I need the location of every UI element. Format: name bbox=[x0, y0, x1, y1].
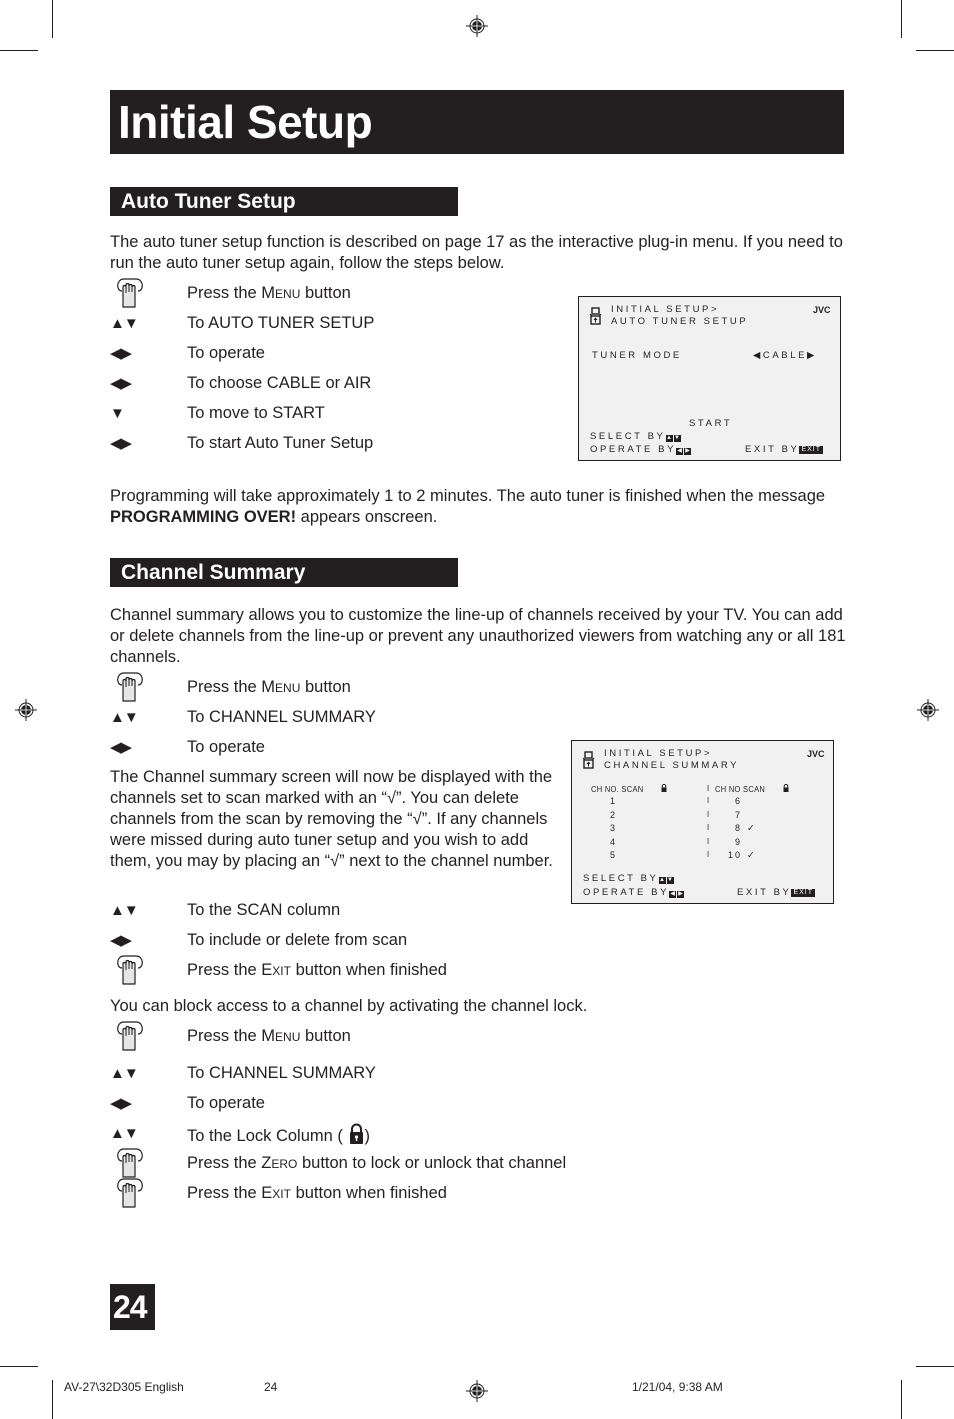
scan-check-icon[interactable]: ✓ bbox=[747, 849, 755, 861]
osd-channel-number[interactable]: 2 bbox=[610, 809, 616, 821]
footer-page: 24 bbox=[264, 1380, 278, 1394]
crop-mark bbox=[901, 1380, 902, 1419]
section-heading-text: Channel Summary bbox=[121, 561, 306, 584]
up-down-arrows-icon: ▲▼ bbox=[110, 902, 138, 919]
crop-mark bbox=[52, 0, 53, 38]
button-name: Zero bbox=[261, 1154, 298, 1172]
osd-breadcrumb: INITIAL SETUP> bbox=[611, 304, 720, 315]
osd-start-option[interactable]: START bbox=[689, 418, 733, 429]
osd-channel-number[interactable]: 3 bbox=[610, 822, 616, 834]
down-key-icon: ▼ bbox=[667, 877, 673, 883]
instruction-text: Press the Exit button when finished bbox=[187, 961, 447, 979]
crop-mark bbox=[901, 0, 902, 38]
button-name: Exit bbox=[261, 1184, 291, 1202]
instruction-text: To choose CABLE or AIR bbox=[187, 374, 372, 392]
osd-brand-logo: JVC bbox=[813, 305, 831, 315]
osd-column-divider: I bbox=[707, 836, 710, 847]
auto-tuner-intro: The auto tuner setup function is described on page 17 as the interactive plug-in menu. If you need to run the auto tuner setup again, follow the steps below. bbox=[110, 233, 843, 272]
channel-summary-intro: Channel summary allows you to customize the line-up of channels received by your TV. You can add or delete channels from the line-up or prevent any unauthorized viewers from watching any or all 181 channels. bbox=[110, 606, 846, 666]
osd-exit-label: EXIT BY bbox=[745, 444, 800, 455]
scan-check-icon[interactable]: ✓ bbox=[747, 822, 755, 834]
osd-select-label: SELECT BY bbox=[590, 431, 666, 442]
instruction-text: To CHANNEL SUMMARY bbox=[187, 708, 376, 726]
left-right-arrows-icon: ◀▶ bbox=[110, 345, 132, 362]
instruction-step bbox=[110, 677, 710, 701]
osd-channel-number[interactable]: 10 bbox=[728, 849, 743, 861]
osd-screen-title: AUTO TUNER SETUP bbox=[611, 316, 749, 327]
left-right-arrows-icon: ◀▶ bbox=[110, 375, 132, 392]
osd-channel-number[interactable]: 8 bbox=[735, 822, 741, 834]
instruction-step bbox=[110, 1093, 710, 1117]
exit-key-icon: EXIT bbox=[793, 889, 814, 896]
registration-mark-icon bbox=[917, 699, 939, 721]
lock-icon bbox=[348, 1123, 365, 1145]
instruction-step bbox=[110, 1123, 710, 1147]
osd-column-divider: I bbox=[707, 783, 710, 794]
osd-brand-logo: JVC bbox=[807, 749, 825, 759]
scan-description: The Channel summary screen will now be displayed with the channels set to scan marked with an “√”. You can delete channels from the scan by removing the “√”. If any channels were missed during auto tuner setup and you wish to add them, you may by placing an “√” next to the channel number. bbox=[110, 768, 553, 870]
page-title: Initial Setup bbox=[118, 96, 373, 148]
crop-mark bbox=[52, 1380, 53, 1419]
osd-breadcrumb: INITIAL SETUP> bbox=[604, 748, 713, 759]
page-title-bar bbox=[110, 90, 844, 154]
footer-timestamp: 1/21/04, 9:38 AM bbox=[632, 1380, 723, 1394]
left-key-icon: ◀ bbox=[670, 891, 675, 897]
up-down-arrows-icon: ▲▼ bbox=[110, 709, 138, 726]
instruction-step bbox=[110, 1026, 710, 1050]
instruction-text: To move to START bbox=[187, 404, 325, 422]
crop-mark bbox=[0, 50, 38, 51]
osd-channel-number[interactable]: 1 bbox=[610, 795, 616, 807]
instruction-text: To operate bbox=[187, 344, 265, 362]
osd-channel-number[interactable]: 6 bbox=[735, 795, 741, 807]
registration-mark-icon bbox=[15, 699, 37, 721]
button-name: Menu bbox=[261, 678, 301, 696]
footer-file-name: AV-27\32D305 English bbox=[64, 1380, 184, 1394]
left-right-arrows-icon: ◀▶ bbox=[110, 739, 132, 756]
osd-channel-number[interactable]: 5 bbox=[610, 849, 616, 861]
up-down-arrows-icon: ▲▼ bbox=[110, 1125, 138, 1142]
instruction-text: To operate bbox=[187, 738, 265, 756]
page-number-badge bbox=[110, 1284, 155, 1330]
osd-screen-title: CHANNEL SUMMARY bbox=[604, 760, 740, 771]
auto-tuner-outro: Programming will take approximately 1 to 2 minutes. The auto tuner is finished when the message PROGRAMMING OVER! appears onscreen. bbox=[110, 487, 826, 526]
hand-press-icon bbox=[112, 1020, 172, 1050]
osd-tuner-mode-value[interactable]: ◀CABLE▶ bbox=[753, 350, 817, 361]
left-right-arrows-icon: ◀▶ bbox=[110, 932, 132, 949]
right-key-icon: ▶ bbox=[678, 891, 683, 897]
setup-lock-icon bbox=[589, 306, 603, 326]
up-key-icon: ▲ bbox=[666, 435, 672, 441]
instruction-text: To operate bbox=[187, 1094, 265, 1112]
osd-operate-label: OPERATE BY bbox=[590, 444, 677, 455]
osd-channel-number[interactable]: 4 bbox=[610, 836, 616, 848]
section-heading-auto-tuner bbox=[110, 187, 458, 216]
up-key-icon: ▲ bbox=[659, 877, 665, 883]
right-key-icon: ▶ bbox=[685, 448, 690, 454]
instruction-text: To start Auto Tuner Setup bbox=[187, 434, 374, 452]
instruction-text: Press the Exit button when finished bbox=[187, 1184, 447, 1202]
hand-press-icon bbox=[112, 1147, 172, 1177]
setup-lock-icon bbox=[582, 750, 596, 770]
instruction-step bbox=[110, 1153, 710, 1177]
crop-mark bbox=[0, 1366, 38, 1367]
registration-mark-icon bbox=[466, 1380, 488, 1402]
osd-column-divider: I bbox=[707, 822, 710, 833]
osd-channel-number[interactable]: 9 bbox=[735, 836, 741, 848]
instruction-step bbox=[110, 1063, 710, 1087]
osd-column-divider: I bbox=[707, 849, 710, 860]
left-right-arrows-icon: ◀▶ bbox=[110, 1095, 132, 1112]
lock-column-icon bbox=[661, 784, 667, 792]
crop-mark bbox=[916, 50, 954, 51]
left-right-arrows-icon: ◀▶ bbox=[110, 435, 132, 452]
exit-key-icon: EXIT bbox=[801, 446, 822, 453]
osd-auto-tuner-screen bbox=[578, 296, 841, 461]
registration-mark-icon bbox=[466, 15, 488, 37]
down-arrow-icon: ▼ bbox=[110, 405, 124, 422]
section-heading-channel-summary bbox=[110, 558, 458, 587]
instruction-step bbox=[110, 930, 710, 954]
programming-over-message: PROGRAMMING OVER! bbox=[110, 508, 297, 526]
down-key-icon: ▼ bbox=[674, 435, 680, 441]
hand-press-icon bbox=[112, 671, 172, 701]
up-down-arrows-icon: ▲▼ bbox=[110, 315, 138, 332]
instruction-text: To AUTO TUNER SETUP bbox=[187, 314, 375, 332]
left-key-icon: ◀ bbox=[677, 448, 682, 454]
hand-press-icon bbox=[112, 277, 172, 307]
lock-column-icon bbox=[783, 784, 789, 792]
instruction-text: Press the Menu button bbox=[187, 284, 351, 302]
osd-select-label: SELECT BY bbox=[583, 873, 659, 884]
osd-channel-number[interactable]: 7 bbox=[735, 809, 741, 821]
instruction-text: Press the Menu button bbox=[187, 1027, 351, 1045]
page-number: 24 bbox=[113, 1289, 147, 1325]
button-name: Menu bbox=[261, 1027, 301, 1045]
osd-channel-summary-screen bbox=[571, 740, 834, 904]
osd-column-header-left: CH NO. SCAN bbox=[591, 784, 644, 795]
instruction-text: Press the Zero button to lock or unlock that channel bbox=[187, 1154, 567, 1172]
osd-column-header-right: CH NO SCAN bbox=[715, 784, 766, 795]
button-name: Menu bbox=[261, 284, 301, 302]
instruction-text: To the Lock Column ( ) bbox=[187, 1123, 370, 1147]
instruction-step bbox=[110, 1183, 710, 1207]
lock-description: You can block access to a channel by activating the channel lock. bbox=[110, 997, 588, 1015]
section-heading-text: Auto Tuner Setup bbox=[121, 190, 296, 213]
instruction-text: Press the Menu button bbox=[187, 678, 351, 696]
hand-press-icon bbox=[112, 954, 172, 984]
instruction-text: To the SCAN column bbox=[187, 901, 341, 919]
instruction-step bbox=[110, 707, 710, 731]
hand-press-icon bbox=[112, 1177, 172, 1207]
up-down-arrows-icon: ▲▼ bbox=[110, 1065, 138, 1082]
crop-mark bbox=[916, 1366, 954, 1367]
osd-exit-label: EXIT BY bbox=[737, 887, 792, 898]
osd-column-divider: I bbox=[707, 795, 710, 806]
instruction-step bbox=[110, 960, 710, 984]
osd-tuner-mode-label: TUNER MODE bbox=[592, 350, 682, 361]
instruction-text: To include or delete from scan bbox=[187, 931, 408, 949]
button-name: Exit bbox=[261, 961, 291, 979]
instruction-text: To CHANNEL SUMMARY bbox=[187, 1064, 376, 1082]
osd-operate-label: OPERATE BY bbox=[583, 887, 670, 898]
osd-column-divider: I bbox=[707, 809, 710, 820]
